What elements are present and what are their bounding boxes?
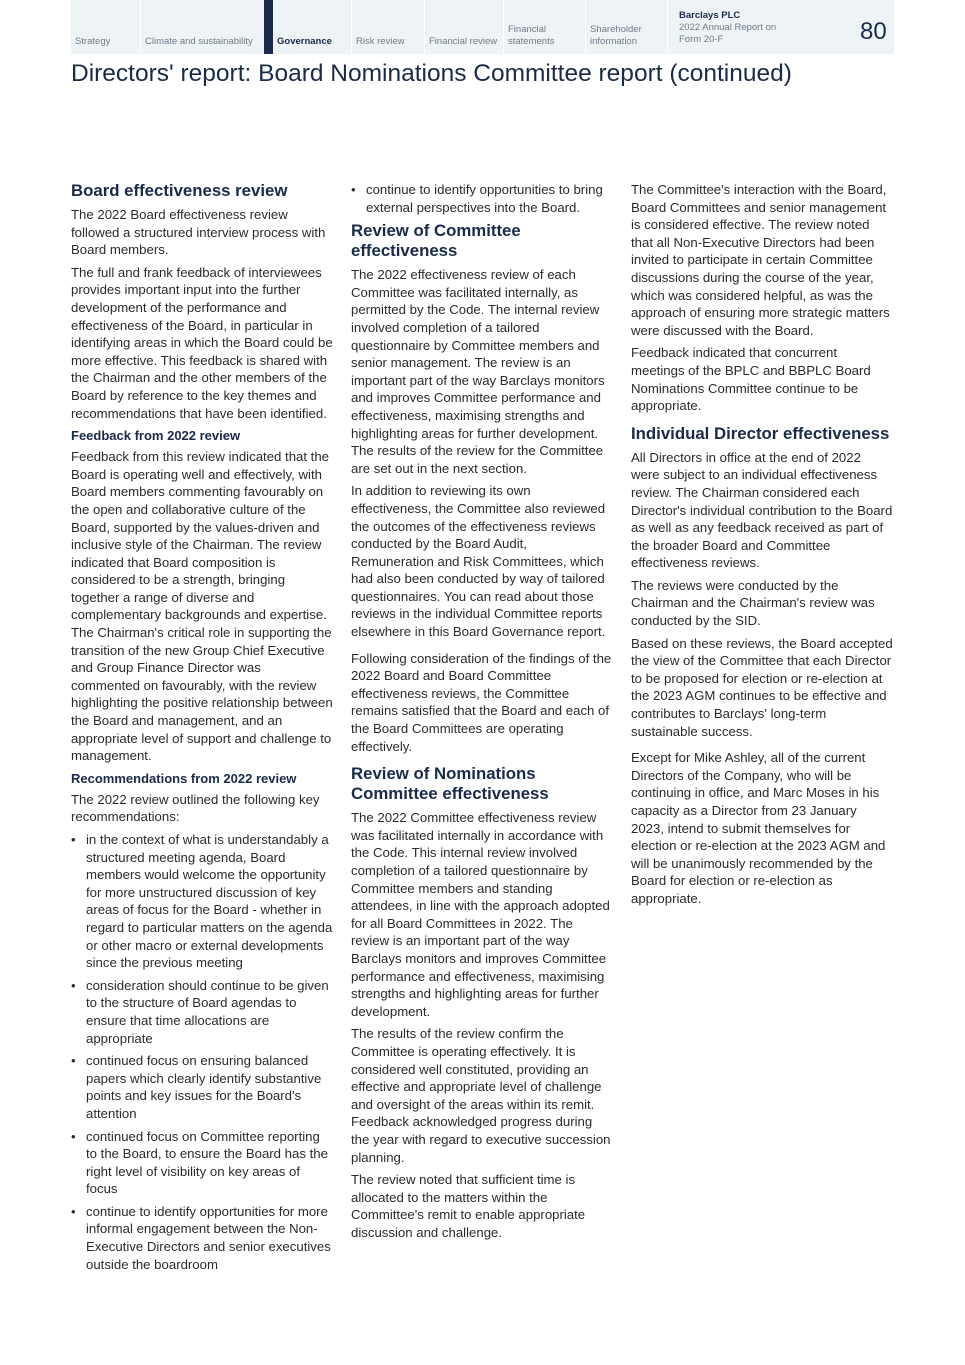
paragraph: The 2022 Committee effectiveness review was facilitated internally in accordance with the Code. This internal review involved completion of a tailored questionnaire by Committee members and standing attendees, in line with the approach adopted for all Board Committees in 2022. The review is an important part of the way Barclays monitors and improves Committee performance and effectiveness, maximising strengths and highlighting areas for further development. bbox=[351, 810, 610, 1019]
paragraph: Feedback indicated that concurrent meetings of the BPLC and BBPLC Board Nominations Committee continue to be appropriate. bbox=[631, 345, 871, 414]
paragraph: The review noted that sufficient time is allocated to the matters within the Committee's remit to enable appropriate discussion and challenge. bbox=[351, 1172, 586, 1240]
list-item: • continued focus on Committee reporting to the Board, to ensure the Board has the right level of visibility on key areas of focus bbox=[71, 1128, 333, 1198]
paragraph: The 2022 review outlined the following key recommendations: bbox=[71, 791, 320, 825]
paragraph: Except for Mike Ashley, all of the current Directors of the Company, who will be continuing in office, and Marc Moses in his capacity as a Director from 23 January 2023, intend to submit themselves for election or re-election at the 2023 AGM and will be unanimously recommended by the Board for election or re-election as appropriate. bbox=[631, 750, 886, 906]
recommendations-list-continued bbox=[351, 181, 613, 216]
heading-individual-director-effectiveness: Individual Director effectiveness bbox=[631, 423, 890, 443]
report-name: 2022 Annual Report on Form 20-F bbox=[679, 22, 777, 45]
list-item: • consideration should continue to be given to the structure of Board agendas to ensure that time allocations are appropriate bbox=[71, 977, 333, 1047]
nav-tab-financial-review[interactable]: Financial review bbox=[424, 0, 503, 54]
paragraph: Following consideration of the findings of the 2022 Board and Board Committee effectiveness reviews, the Committee remains satisfied that the Board and each of the Board Committees are operating effectively. bbox=[351, 650, 612, 754]
subheading-recommendations: Recommendations from 2022 review bbox=[71, 770, 297, 786]
paragraph: The 2022 effectiveness review of each Committee was facilitated internally, as permitted by the Code. The internal review involved completion of a tailored questionnaire by Committee members and senior management. The review is an important part of the way Barclays monitors and improves Committee performance and effectiveness, maximising strengths and highlighting areas for further development. The results of the review for the Committee are set out in the next section. bbox=[351, 267, 605, 476]
heading-review-of-nominations-committee: Review of Nominations Committee effectiveness bbox=[351, 764, 549, 804]
paragraph: Based on these reviews, the Board accepted the view of the Committee that each Director to be proposed for election or re-election at the 2023 AGM continues to be effective and contributes to Barclays' long-term sustainable success. bbox=[631, 635, 893, 739]
paragraph: In addition to reviewing its own effectiveness, the Committee also reviewed the outcomes of the effectiveness reviews conducted by the Board Audit, Remuneration and Risk Committees, which had also been conducted by way of tailored questionnaires. You can read about those reviews in the individual Committee reports elsewhere in this Board Governance report. bbox=[351, 483, 606, 640]
column-1 bbox=[71, 181, 333, 1278]
list-item: • continue to identify opportunities to bring external perspectives into the Board. bbox=[351, 181, 613, 216]
column-3 bbox=[631, 181, 893, 913]
heading-board-effectiveness-review: Board effectiveness review bbox=[71, 181, 288, 200]
column-2 bbox=[351, 181, 613, 1246]
company-name: Barclays PLC bbox=[679, 10, 741, 21]
paragraph: All Directors in office at the end of 2022 were subject to an individual effectiveness review. The Chairman considered each Director's individual contribution to the Board as well as any feedback received as part of the broader Board and Committee effectiveness reviews. bbox=[631, 449, 893, 571]
nav-tab-governance[interactable]: Governance bbox=[264, 0, 351, 54]
nav-tab-strategy[interactable]: Strategy bbox=[75, 36, 111, 47]
nav-tab-shareholder-information[interactable]: Shareholder information bbox=[585, 0, 667, 54]
nav-tab-financial-statements[interactable]: Financial statements bbox=[503, 0, 585, 54]
page-number: 80 bbox=[860, 18, 887, 45]
paragraph: The reviews were conducted by the Chairman and the Chairman's review was conducted by the SID. bbox=[631, 577, 875, 629]
recommendations-list bbox=[71, 831, 333, 1273]
paragraph: The full and frank feedback of interviewees provides important input into the further development of the performance and effectiveness of the Board, in particular in identifying areas in which the Board could be more effective. This feedback is shared with the Chairman and the other members of the Board by reference to the key themes and recommendations that have been identified. bbox=[71, 264, 333, 421]
report-info bbox=[679, 10, 789, 46]
list-item: • continued focus on ensuring balanced papers which clearly identify substantive points and key issues for the Board's attention bbox=[71, 1052, 333, 1122]
list-item: • continue to identify opportunities for more informal engagement between the Non-Executive Directors and senior executives outside the boardroom bbox=[71, 1203, 333, 1273]
subheading-feedback: Feedback from 2022 review bbox=[71, 428, 241, 444]
nav-tab-risk-review[interactable]: Risk review bbox=[351, 0, 424, 54]
nav-tab-climate[interactable]: Climate and sustainability bbox=[140, 0, 264, 54]
list-item: • in the context of what is understandably a structured meeting agenda, Board members would welcome the opportunity for more unstructured discussion of key areas of focus for the Board - whether in regard to particular matters on the agenda or other macro or external developments since the previous meeting bbox=[71, 831, 333, 972]
paragraph: The results of the review confirm the Committee is operating effectively. It is considered well constituted, providing an effective and appropriate level of challenge and oversight of the areas within its remit. Feedback acknowledged progress during the year with regard to executive succession planning. bbox=[351, 1026, 611, 1165]
paragraph: The Committee's interaction with the Board, Board Committees and senior management is considered effective. The review noted that all Non-Executive Directors had been invited to participate in certain Committee discussions during the course of the year, which was considered helpful, as was the approach of ensuring more strategic matters were discussed with the Board. bbox=[631, 182, 890, 338]
paragraph: Feedback from this review indicated that the Board is operating well and effectively, with Board members commenting favourably on the open and collaborative culture of the Board, supported by the values-driven and inclusive style of the Chairman. The review indicated that Board composition is considered to be a strength, bringing together a range of diverse and complementary backgrounds and expertise. The Chairman's critical role in supporting the transition of the new Group Chief Executive and Group Finance Director was commented on favourably, with the review highlighting the positive relationship between the Board and management, and an appropriate level of support and challenge to management. bbox=[71, 449, 333, 764]
paragraph: The 2022 Board effectiveness review followed a structured interview process with Board members. bbox=[71, 207, 326, 258]
page-title: Directors' report: Board Nominations Committee report (continued) bbox=[71, 60, 792, 87]
heading-review-of-committee-effectiveness: Review of Committee effectiveness bbox=[351, 221, 521, 261]
